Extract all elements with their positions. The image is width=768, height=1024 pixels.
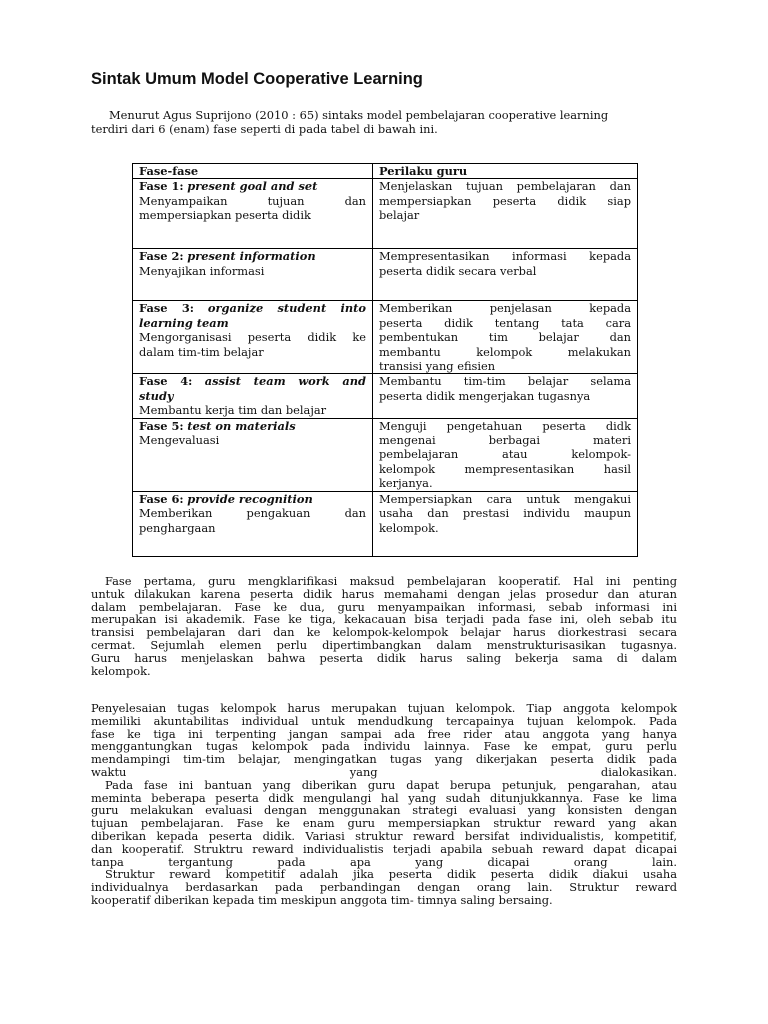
syntax-table xyxy=(132,163,638,557)
paragraph-line: kelompok. xyxy=(91,663,151,678)
table-row xyxy=(133,418,638,491)
perilaku-line: peserta didik tentang tata cara xyxy=(379,315,631,330)
intro-line: terdiri dari 6 (enam) fase seperti di pada tabel di bawah ini. xyxy=(91,122,438,137)
fase-label: Fase 6: xyxy=(139,491,184,506)
table-row xyxy=(133,179,638,249)
fase-label: Fase 4: xyxy=(139,374,193,389)
fase-desc-line: dalam tim-tim belajar xyxy=(139,344,264,359)
fase-desc-line: penghargaan xyxy=(139,520,216,535)
paragraph-line: dalam pembelajaran. Fase ke dua, guru menyampaikan informasi, sebab informasi ini xyxy=(91,599,677,614)
paragraph-line: individualnya berdasarkan pada perbandingan dengan orang lain. Struktur reward xyxy=(91,880,677,895)
fase-desc-line: Membantu kerja tim dan belajar xyxy=(139,403,327,418)
paragraph-2 xyxy=(91,702,677,907)
perilaku-line: Membantu tim-tim belajar selama xyxy=(379,374,631,389)
perilaku-line: kelompok mempresentasikan hasil xyxy=(379,461,631,476)
fase-label: Fase 1: xyxy=(139,179,184,194)
table-header-fase: Fase-fase xyxy=(133,164,373,179)
perilaku-line: usaha dan prestasi individu maupun xyxy=(379,506,631,521)
fase-desc-line: Menyampaikan tujuan dan xyxy=(139,193,366,208)
paragraph-line: fase ke tiga ini terpenting jangan sampai ada free rider atau anggota yang hanya xyxy=(91,726,677,741)
paragraph-line: untuk dilakukan karena peserta didik harus memahami dengan jelas prosedur dan aturan xyxy=(91,586,677,601)
fase-desc-line: Memberikan pengakuan dan xyxy=(139,506,366,521)
perilaku-line: Mempersiapkan cara untuk mengakui xyxy=(379,491,631,506)
paragraph-line: merupakan isi akademik. Fase ke tiga, kekacauan bisa terjadi pada fase ini, oleh sebab itu xyxy=(91,612,677,627)
table-row xyxy=(133,301,638,374)
fase-desc-line: Menyajikan informasi xyxy=(139,263,265,278)
fase-label: Fase 2: xyxy=(139,249,184,264)
fase-cell xyxy=(133,179,373,249)
fase-english: learning team xyxy=(139,315,229,330)
perilaku-line: Menguji pengetahuan peserta didk xyxy=(379,418,631,433)
paragraph-line: dan kooperatif. Struktru reward individualistis terjadi apabila sebuah reward dapat dicapai xyxy=(91,841,677,856)
table-row xyxy=(133,249,638,301)
page-title: Sintak Umum Model Cooperative Learning xyxy=(91,70,423,88)
perilaku-cell xyxy=(373,491,638,556)
perilaku-line: pembentukan tim belajar dan xyxy=(379,330,631,345)
perilaku-cell xyxy=(373,418,638,491)
paragraph-line: memiliki akuntabilitas individual untuk mendudkung tercapainya tujuan kelompok. Pada xyxy=(91,713,677,728)
paragraph-line: Penyelesaian tugas kelompok harus merupakan tujuan kelompok. Tiap anggota kelompok xyxy=(91,701,677,715)
fase-desc-line: Mengevaluasi xyxy=(139,433,220,448)
table-row xyxy=(133,374,638,418)
paragraph-line: meminta beberapa peserta didk mengulangi hal yang sudah ditunjukkannya. Fase ke lima xyxy=(91,790,677,805)
perilaku-line: Menjelaskan tujuan pembelajaran dan xyxy=(379,179,631,194)
fase-desc-line: Mengorganisasi peserta didik ke xyxy=(139,330,366,345)
perilaku-line: transisi yang efisien xyxy=(379,359,496,374)
fase-cell xyxy=(133,249,373,301)
paragraph-line: cermat. Sejumlah elemen perlu dipertimbangkan dalam menstrukturisasikan tugasnya. xyxy=(91,637,677,652)
paragraph-1 xyxy=(91,575,677,677)
paragraph-line: guru melakukan evaluasi dengan menggunakan strategi evaluasi yang konsisten dengan xyxy=(91,803,677,818)
paragraph-line: transisi pembelajaran dari dan ke kelompok-kelompok belajar harus diorkestrasi secara xyxy=(91,625,677,640)
fase-cell xyxy=(133,301,373,374)
paragraph-line: kooperatif diberikan kepada tim meskipun anggota tim- timnya saling bersaing. xyxy=(91,892,553,907)
fase-cell xyxy=(133,491,373,556)
table-header-row xyxy=(133,164,638,179)
fase-english: assist team work and xyxy=(204,374,366,389)
perilaku-line: Memberikan penjelasan kepada xyxy=(379,301,631,316)
perilaku-cell xyxy=(373,374,638,418)
fase-desc-line: mempersiapkan peserta didik xyxy=(139,208,311,223)
fase-english: study xyxy=(139,388,174,403)
intro-line: Menurut Agus Suprijono (2010 : 65) sintaks model pembelajaran cooperative learning xyxy=(109,108,609,122)
fase-cell xyxy=(133,374,373,418)
perilaku-line: kerjanya. xyxy=(379,476,433,491)
table-row xyxy=(133,491,638,556)
paragraph-line: tanpa tergantung pada apa yang dicapai orang lain. xyxy=(91,854,677,869)
paragraph-line: diberikan kepada peserta didik. Variasi struktur reward bersifat individualistis, kompetitif, xyxy=(91,828,677,843)
perilaku-cell xyxy=(373,179,638,249)
fase-label: Fase 3: xyxy=(139,301,194,316)
fase-english: organize student into xyxy=(207,301,366,316)
paragraph-line: menggantungkan tugas kelompok pada individu lainnya. Fase ke empat, guru perlu xyxy=(91,739,677,754)
intro-paragraph xyxy=(91,108,661,136)
fase-english: present goal and set xyxy=(187,179,318,194)
fase-english: test on materials xyxy=(187,418,296,433)
paragraph-line: Fase pertama, guru mengklarifikasi maksud pembelajaran kooperatif. Hal ini penting xyxy=(105,574,677,588)
perilaku-line: mempersiapkan peserta didik siap xyxy=(379,193,631,208)
perilaku-line: belajar xyxy=(379,208,420,223)
perilaku-line: kelompok. xyxy=(379,520,439,535)
perilaku-line: peserta didik mengerjakan tugasnya xyxy=(379,388,591,403)
paragraph-line: Pada fase ini bantuan yang diberikan guru dapat berupa petunjuk, pengarahan, atau xyxy=(105,777,677,792)
paragraph-line: tujuan pembelajaran. Fase ke enam guru mempersiapkan struktur reward yang akan xyxy=(91,816,677,831)
paragraph-line: mendampingi tim-tim belajar, mengingatkan tugas yang dikerjakan peserta didik pada xyxy=(91,752,677,767)
fase-label: Fase 5: xyxy=(139,418,184,433)
perilaku-line: mengenai berbagai materi xyxy=(379,433,631,448)
fase-english: provide recognition xyxy=(187,491,313,506)
paragraph-line: Guru harus menjelaskan bahwa peserta didik harus saling bekerja sama di dalam xyxy=(91,650,677,665)
perilaku-cell xyxy=(373,301,638,374)
paragraph-line: waktu yang dialokasikan. xyxy=(91,764,677,779)
perilaku-cell xyxy=(373,249,638,301)
perilaku-line: Mempresentasikan informasi kepada xyxy=(379,249,631,264)
perilaku-line: membantu kelompok melakukan xyxy=(379,344,631,359)
table-header-perilaku: Perilaku guru xyxy=(373,164,638,179)
perilaku-line: peserta didik secara verbal xyxy=(379,263,537,278)
paragraph-line: Struktur reward kompetitif adalah jika peserta didik peserta didik diakui usaha xyxy=(105,867,677,882)
perilaku-line: pembelajaran atau kelompok- xyxy=(379,447,631,462)
fase-english: present information xyxy=(187,249,316,264)
fase-cell xyxy=(133,418,373,491)
